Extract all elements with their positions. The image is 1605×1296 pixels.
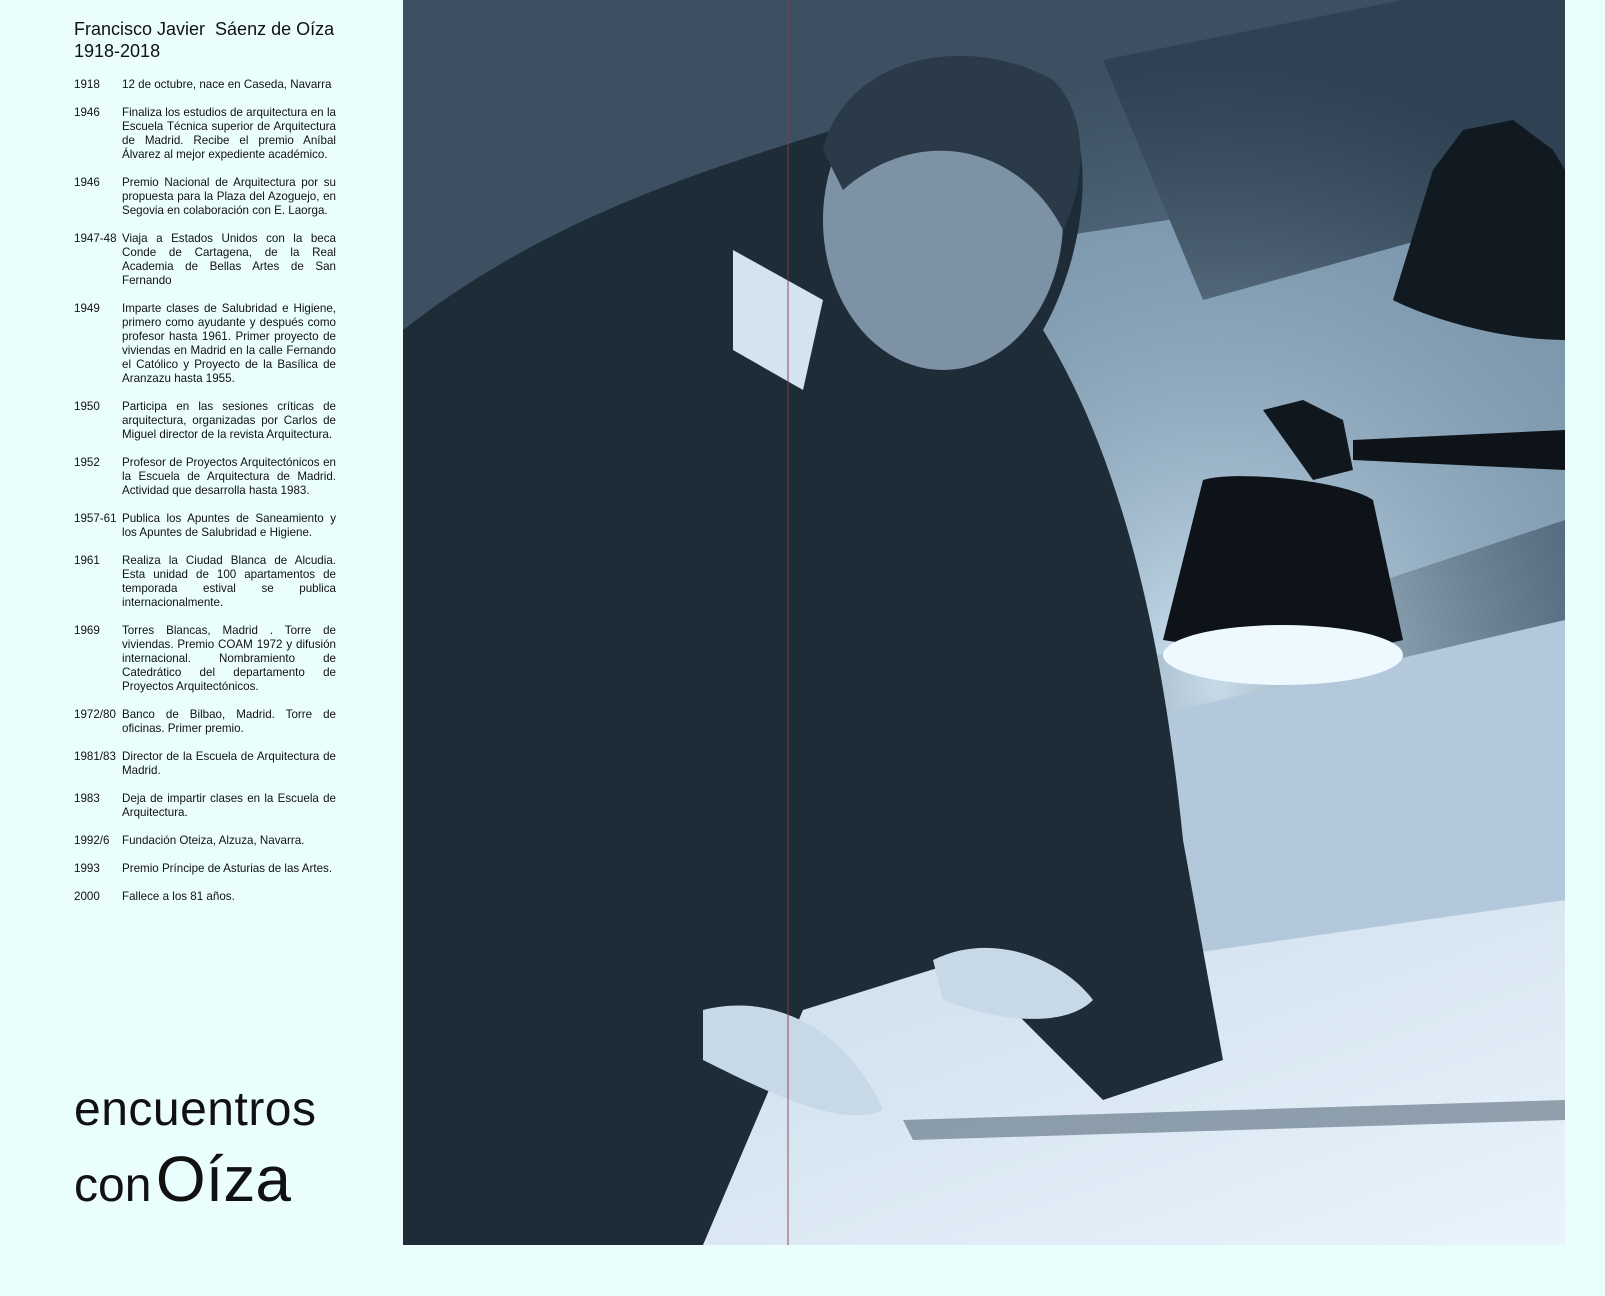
timeline-text: Profesor de Proyectos Arquitectónicos en la Escuela de Arquitectura de Madrid. Actividad que desarrolla hasta 1983. bbox=[122, 456, 336, 497]
timeline-year: 1918 bbox=[74, 78, 100, 91]
timeline-year: 1993 bbox=[74, 862, 100, 875]
timeline-year: 1949 bbox=[74, 302, 100, 315]
title-word-oiza: Oíza bbox=[155, 1143, 291, 1215]
timeline-entry bbox=[74, 78, 336, 92]
timeline-entry bbox=[74, 890, 336, 904]
title-line-con-oiza bbox=[74, 1144, 374, 1232]
biography-column bbox=[0, 0, 410, 1296]
timeline-text: Deja de impartir clases en la Escuela de Arquitectura. bbox=[122, 792, 336, 819]
timeline-text: Participa en las sesiones críticas de arquitectura, organizadas por Carlos de Miguel director de la revista Arquitectura. bbox=[122, 400, 336, 441]
timeline-text: Finaliza los estudios de arquitectura en la Escuela Técnica superior de Arquitectura de Madrid. Recibe el premio Aníbal Álvarez al mejor expediente académico. bbox=[122, 106, 336, 161]
timeline-entry bbox=[74, 834, 336, 848]
timeline-year: 1983 bbox=[74, 792, 100, 805]
timeline-year: 1969 bbox=[74, 624, 100, 637]
timeline-entry bbox=[74, 176, 336, 218]
timeline-entry bbox=[74, 456, 336, 498]
timeline-year: 1972/80 bbox=[74, 708, 116, 721]
timeline-entry bbox=[74, 554, 336, 610]
photo-illustration bbox=[403, 0, 1565, 1245]
timeline-entry bbox=[74, 862, 336, 876]
timeline-text: Banco de Bilbao, Madrid. Torre de oficinas. Primer premio. bbox=[122, 708, 336, 735]
timeline-entry bbox=[74, 400, 336, 442]
timeline-text: Realiza la Ciudad Blanca de Alcudia. Esta unidad de 100 apartamentos de temporada estival se publica internacionalmente. bbox=[122, 554, 336, 609]
timeline-year: 1957-61 bbox=[74, 512, 117, 525]
timeline-year: 2000 bbox=[74, 890, 100, 903]
timeline-entry bbox=[74, 624, 336, 694]
timeline-entry bbox=[74, 232, 336, 288]
timeline-year: 1946 bbox=[74, 106, 100, 119]
title-word-con: con bbox=[74, 1159, 152, 1212]
timeline-entry bbox=[74, 750, 336, 778]
timeline-year: 1992/6 bbox=[74, 834, 110, 847]
timeline-year: 1947-48 bbox=[74, 232, 117, 245]
event-title bbox=[74, 1080, 374, 1232]
timeline-text: Fundación Oteiza, Alzuza, Navarra. bbox=[122, 834, 305, 847]
timeline-text: Imparte clases de Salubridad e Higiene, primero como ayudante y después como profesor hasta 1961. Primer proyecto de viviendas en Madrid en la calle Fernando el Católico y Proyecto de la Basílica de Aranzazu hasta 1955. bbox=[122, 302, 336, 385]
architect-name: Francisco Javier Sáenz de Oíza bbox=[74, 19, 335, 39]
timeline bbox=[74, 78, 336, 918]
timeline-text: 12 de octubre, nace en Caseda, Navarra bbox=[122, 78, 332, 91]
architect-photo bbox=[403, 0, 1565, 1245]
timeline-year: 1946 bbox=[74, 176, 100, 189]
timeline-text: Publica los Apuntes de Saneamiento y los Apuntes de Salubridad e Higiene. bbox=[122, 512, 336, 539]
timeline-text: Fallece a los 81 años. bbox=[122, 890, 235, 903]
timeline-year: 1952 bbox=[74, 456, 100, 469]
timeline-year: 1981/83 bbox=[74, 750, 116, 763]
timeline-text: Torres Blancas, Madrid . Torre de viviendas. Premio COAM 1972 y difusión internacional. Nombramiento de Catedrático del departamento de Proyectos Arquitectónicos. bbox=[122, 624, 336, 693]
timeline-year: 1950 bbox=[74, 400, 100, 413]
timeline-entry bbox=[74, 106, 336, 162]
timeline-year: 1961 bbox=[74, 554, 100, 567]
timeline-text: Director de la Escuela de Arquitectura de Madrid. bbox=[122, 750, 336, 777]
title-line-encuentros: encuentros bbox=[74, 1083, 317, 1136]
header bbox=[74, 18, 354, 62]
timeline-entry bbox=[74, 302, 336, 386]
timeline-entry bbox=[74, 792, 336, 820]
timeline-text: Premio Nacional de Arquitectura por su propuesta para la Plaza del Azoguejo, en Segovia en colaboración con E. Laorga. bbox=[122, 176, 336, 217]
timeline-entry bbox=[74, 708, 336, 736]
timeline-text: Premio Príncipe de Asturias de las Artes. bbox=[122, 862, 333, 875]
timeline-text: Viaja a Estados Unidos con la beca Conde de Cartagena, de la Real Academia de Bellas Artes de San Fernando bbox=[122, 232, 336, 287]
life-years: 1918-2018 bbox=[74, 41, 161, 61]
timeline-entry bbox=[74, 512, 336, 540]
